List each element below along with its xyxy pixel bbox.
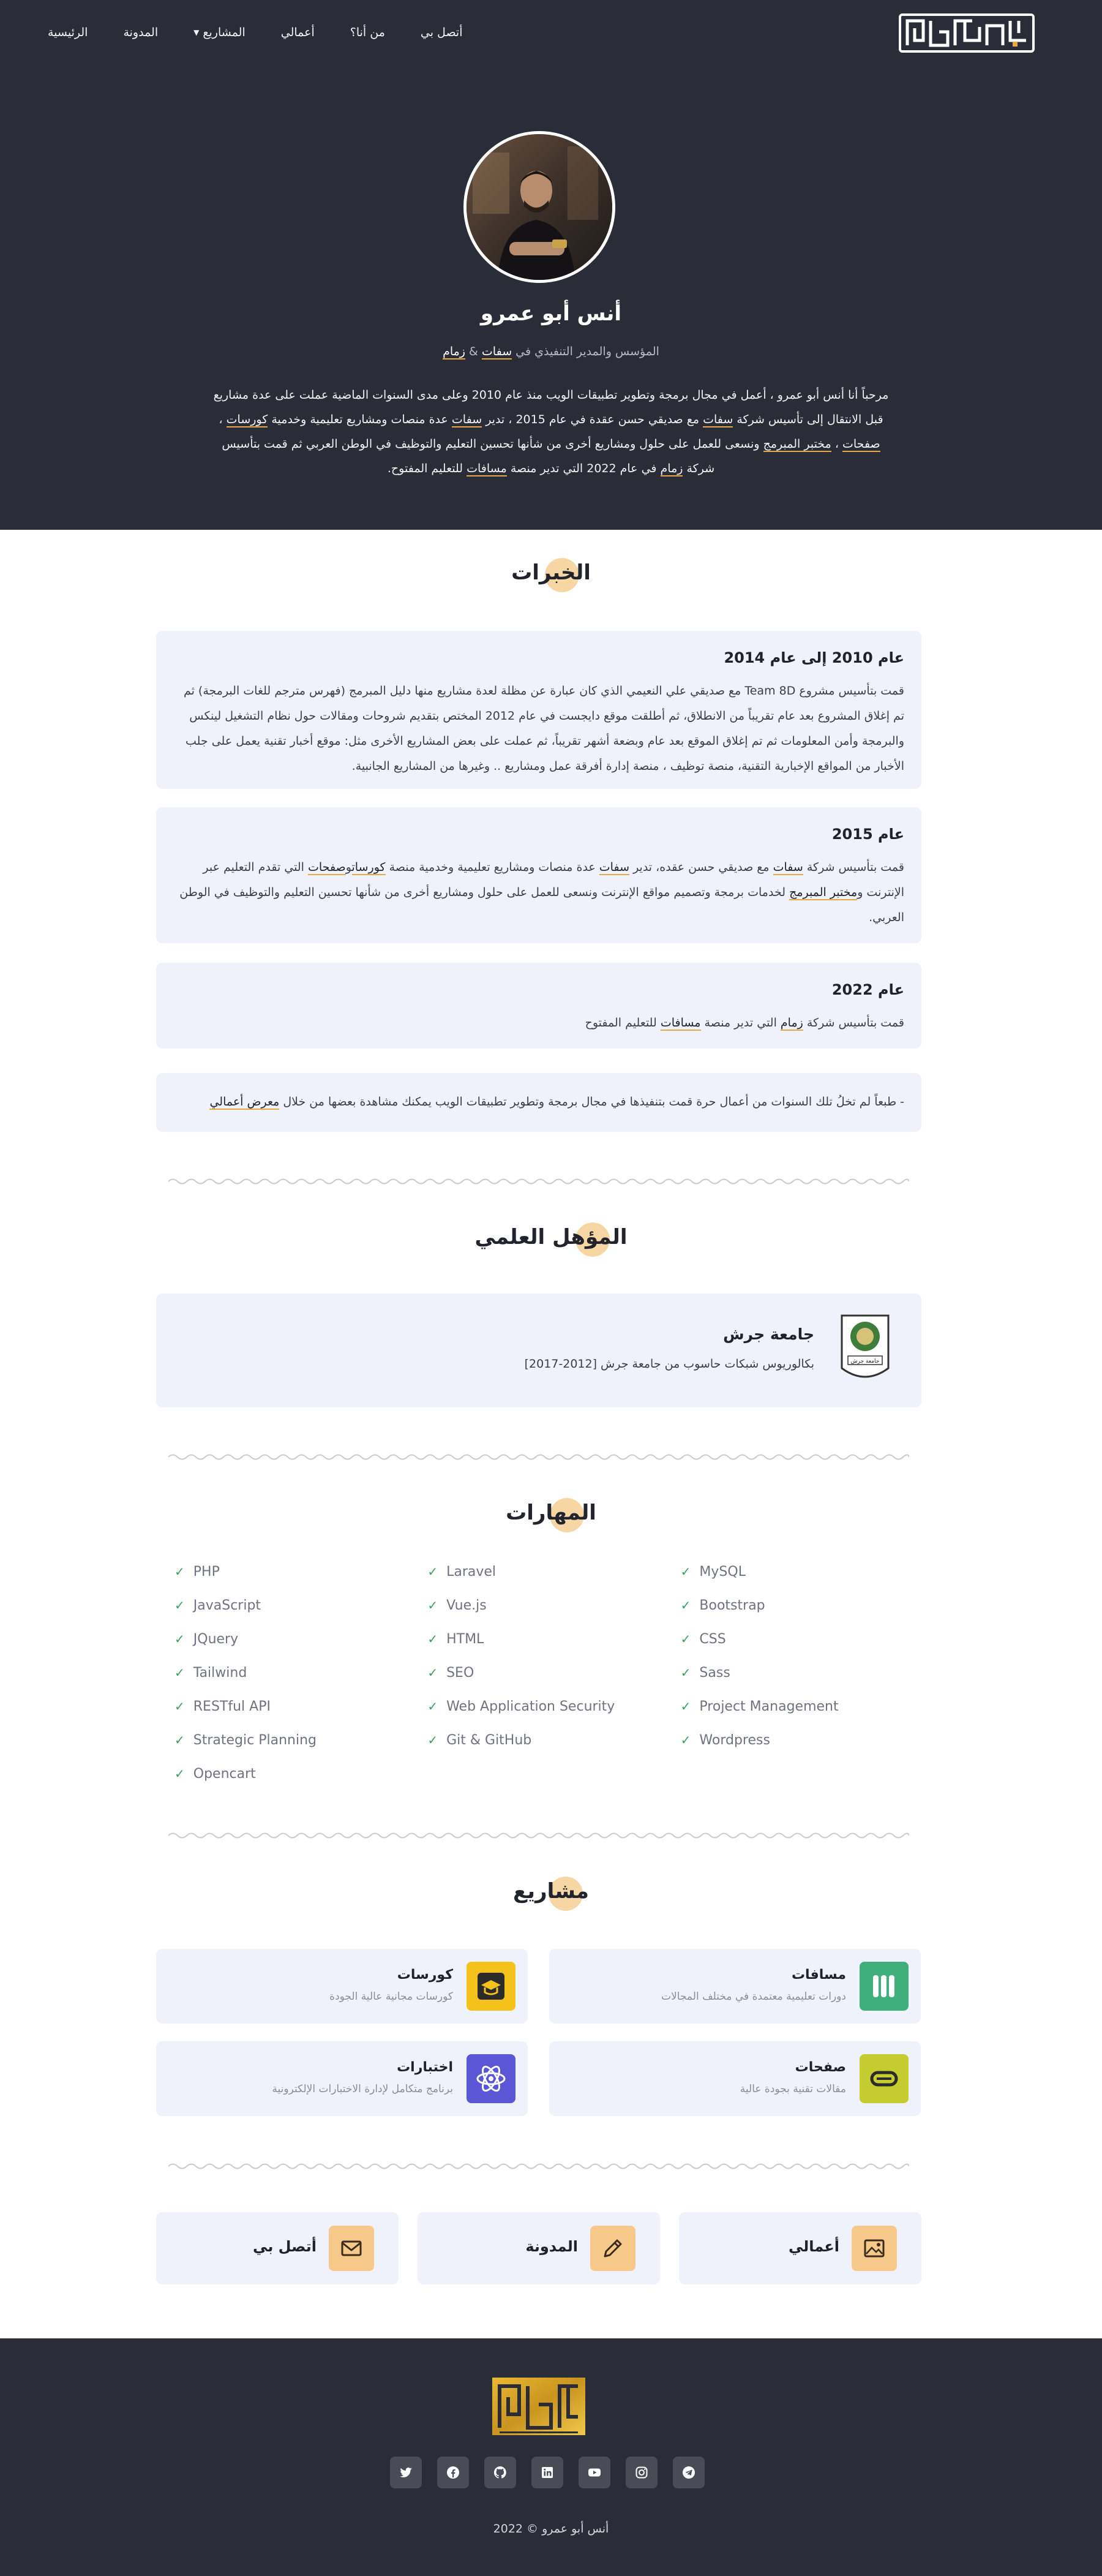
- skill-label: JavaScript: [193, 1597, 261, 1613]
- quick-link-label: أتصل بي: [253, 2238, 317, 2255]
- skill-item: [681, 1629, 934, 1649]
- bio-link-safat[interactable]: سفات: [451, 413, 482, 426]
- skill-label: CSS: [699, 1631, 726, 1647]
- bio-link-pages[interactable]: صفحات: [842, 437, 880, 451]
- check-icon: ✓: [427, 1598, 438, 1613]
- check-icon: ✓: [174, 1733, 185, 1747]
- youtube-icon[interactable]: [579, 2457, 610, 2488]
- skill-label: JQuery: [193, 1631, 239, 1647]
- experience-year: عام 2022: [831, 981, 904, 998]
- nav-contact[interactable]: أتصل بي: [420, 26, 463, 39]
- skill-label: Tailwind: [193, 1665, 247, 1681]
- bio-text: ونسعى للعمل على حلول ومشاريع أخرى من شأنها تحسين التعليم والتوظيف في الوطن العربي ثم قمت بتأسيس شركة: [222, 437, 760, 475]
- check-icon: ✓: [174, 1766, 185, 1781]
- skill-label: Web Application Security: [446, 1698, 615, 1714]
- text: و: [345, 861, 352, 874]
- wave-divider: [168, 1831, 909, 1840]
- link-masafat[interactable]: مسافات: [660, 1016, 701, 1030]
- social-links: [390, 2457, 705, 2488]
- check-icon: ✓: [427, 1564, 438, 1579]
- experience-year: عام 2015: [831, 826, 904, 843]
- footer-logo[interactable]: [492, 2378, 585, 2435]
- skill-item: [427, 1730, 680, 1750]
- nav-projects-dropdown[interactable]: [193, 26, 246, 39]
- role-company-safat[interactable]: سفات: [481, 345, 512, 358]
- project-card-exams[interactable]: [156, 2041, 528, 2116]
- project-title: صفحات: [795, 2060, 846, 2075]
- bio-text: عدة منصات ومشاريع تعليمية وخدمية: [271, 413, 448, 426]
- avatar-photo: [463, 134, 612, 283]
- check-icon: ✓: [174, 1564, 185, 1579]
- hero-name: أنس أبو عمرو: [480, 301, 622, 326]
- skills-heading: [0, 1501, 1102, 1537]
- quick-link-label: أعمالي: [788, 2238, 839, 2255]
- experience-note-card: [156, 1073, 921, 1132]
- skills-grid: [174, 1562, 934, 1783]
- link-safat[interactable]: سفات: [599, 861, 630, 874]
- skill-label: HTML: [446, 1631, 484, 1647]
- bio-text: ،: [834, 437, 839, 451]
- experience-year: عام 2010 إلى عام 2014: [724, 649, 904, 666]
- nav-projects-label: المشاريع: [203, 26, 246, 39]
- atom-icon: [467, 2054, 515, 2103]
- portfolio-link[interactable]: معرض أعمالي: [209, 1095, 280, 1109]
- safahat-icon: [860, 2054, 909, 2103]
- bio-text: مرحباً أنا أنس أبو عمرو ، أعمل في مجال برمجة وتطوير تطبيقات الويب منذ عام 2010 وعلى مدى السنوات الماضية عملت على عدة مشاريع قبل الانتقال إلى تأسيس شركة: [213, 388, 889, 426]
- experience-title: الخبرات: [511, 560, 591, 585]
- project-desc: برنامج متكامل لإدارة الاختبارات الإلكترونية: [272, 2083, 453, 2095]
- degree-text: بكالوريوس شبكات حاسوب من جامعة جرش [2012-2017]: [524, 1357, 814, 1371]
- skill-label: PHP: [193, 1564, 220, 1580]
- bio-link-masafat[interactable]: مسافات: [467, 462, 507, 475]
- skill-item: [427, 1562, 680, 1581]
- skill-item: [174, 1697, 427, 1716]
- nav-about[interactable]: من أنا؟: [350, 26, 385, 39]
- check-icon: ✓: [680, 1665, 691, 1680]
- experience-card-2022: [156, 963, 921, 1049]
- role-company-zamam[interactable]: زمام: [443, 345, 465, 358]
- skill-label: Vue.js: [446, 1597, 487, 1613]
- bio-link-lab[interactable]: مختبر المبرمج: [763, 437, 831, 451]
- project-title: اختبارات: [397, 2060, 453, 2075]
- bio-link-courses[interactable]: كورسات: [226, 413, 268, 426]
- check-icon: ✓: [427, 1699, 438, 1714]
- project-card-courses[interactable]: [156, 1949, 528, 2024]
- check-icon: ✓: [174, 1632, 185, 1646]
- skill-label: MySQL: [699, 1564, 746, 1580]
- skill-item: [174, 1730, 427, 1750]
- skill-label: Git & GitHub: [446, 1732, 532, 1748]
- link-courses[interactable]: كورسات: [351, 861, 386, 874]
- education-title: المؤهل العلمي: [474, 1225, 628, 1249]
- wave-divider: [168, 1177, 909, 1186]
- linkedin-icon[interactable]: [531, 2457, 563, 2488]
- text: قمت بتأسيس شركة: [806, 1016, 904, 1030]
- university-logo-text: جامعة جرش: [850, 1358, 880, 1365]
- experience-card-2015: [156, 807, 921, 943]
- check-icon: ✓: [680, 1733, 691, 1747]
- text: التي تقدم التعليم عبر الإنترنت و: [203, 861, 904, 899]
- check-icon: ✓: [680, 1598, 691, 1613]
- experience-heading: [0, 560, 1102, 597]
- hero-role: [0, 345, 1102, 358]
- bio-text: مع صديقي حسن عقدة في عام 2015 ، تدير: [485, 413, 700, 426]
- masafat-icon: [860, 1962, 909, 2011]
- project-desc: مقالات تقنية بجودة عالية: [740, 2083, 846, 2095]
- experience-text: [173, 855, 904, 930]
- bio-text: للتعليم المفتوح.: [387, 462, 463, 475]
- experience-text: قمت بتأسيس مشروع Team 8D مع صديقي علي النعيمي الذي كان عبارة عن مظلة لعدة مشاريع منها دليل المبرمج (فهرس مترجم للغات البرمجة) ثم تم إغلاق المشروع بعد عام تقريباً من الانطلاق، ثم أطلقت موقع دايجست في عام 2012 المختص بتقديم شروحات ومقالات حول نظام التشغيل لينكس والبرمجة وأمن المعلومات ثم تم إغلاق الموقع بعد عام وبضعة أشهر تقريباً، ثم عملت على بعض المشاريع الأخرى مثل: موقع أخبار تقنية يعمل على جلب الأخبار من المواقع الإخبارية التقنية، منصة توظيف ، منصة إدارة أفرقة عمل ومشاريع .. وغيرها من المشاريع الجانبية.: [183, 684, 904, 773]
- skill-item: [174, 1562, 427, 1581]
- link-lab[interactable]: مختبر المبرمج: [789, 886, 858, 899]
- bio-text: في عام 2022 التي تدير منصة: [510, 462, 657, 475]
- project-card-pages[interactable]: [549, 2041, 921, 2116]
- check-icon: ✓: [174, 1699, 185, 1714]
- project-card-masafat[interactable]: [549, 1949, 921, 2024]
- bio-link-zamam[interactable]: زمام: [660, 462, 683, 475]
- skill-item: [174, 1595, 427, 1615]
- quick-link-blog[interactable]: [418, 2212, 660, 2284]
- gallery-icon: [852, 2226, 897, 2271]
- skill-item: [681, 1595, 934, 1615]
- skill-item: [174, 1663, 427, 1682]
- wave-divider: [168, 1453, 909, 1461]
- text: مع صديقي حسن عقده، تدير: [633, 861, 770, 874]
- github-icon[interactable]: [484, 2457, 516, 2488]
- link-pages[interactable]: صفحات: [308, 861, 346, 874]
- note-text: - طبعاً لم تخلُ تلك السنوات من أعمال حرة قمت بتنفيذها في مجال برمجة وتطوير تطبيقات الويب يمكنك مشاهدة بعضها من خلال: [283, 1095, 904, 1109]
- skill-item: [427, 1595, 680, 1615]
- bio-text: ،: [219, 413, 223, 426]
- skill-item: [427, 1697, 680, 1716]
- education-card: [156, 1294, 921, 1407]
- check-icon: ✓: [680, 1632, 691, 1646]
- skill-item: [174, 1764, 427, 1783]
- nav-blog[interactable]: المدونة: [123, 26, 159, 39]
- text: للتعليم المفتوح: [585, 1016, 657, 1030]
- check-icon: ✓: [174, 1665, 185, 1680]
- project-title: مسافات: [791, 1967, 846, 1983]
- skills-title: المهارات: [506, 1501, 596, 1525]
- project-title: كورسات: [397, 1967, 453, 1983]
- profile-avatar: [463, 131, 615, 283]
- university-name: جامعة جرش: [723, 1325, 814, 1343]
- check-icon: ✓: [427, 1632, 438, 1646]
- quick-link-label: المدونة: [525, 2238, 578, 2255]
- chevron-down-icon: ▼: [193, 28, 200, 37]
- check-icon: ✓: [174, 1598, 185, 1613]
- skill-item: [681, 1562, 934, 1581]
- graduation-cap-icon: [467, 1962, 515, 2011]
- skill-label: SEO: [446, 1665, 474, 1681]
- quick-link-contact[interactable]: [156, 2212, 399, 2284]
- wave-divider: [168, 2162, 909, 2171]
- site-footer: [0, 2338, 1102, 2576]
- experience-card-2010: [156, 631, 921, 789]
- check-icon: ✓: [427, 1733, 438, 1747]
- skill-item: [427, 1629, 680, 1649]
- skill-label: Wordpress: [699, 1732, 770, 1748]
- text: التي تدير منصة: [704, 1016, 777, 1030]
- text: لخدمات برمجة وتصميم مواقع الإنترنت ونسعى للعمل على حلول ومشاريع أخرى من شأنها تحسين التعليم والتوظيف في الوطن العربي.: [179, 886, 904, 924]
- role-prefix: المؤسس والمدير التنفيذي في: [515, 345, 659, 358]
- nav-home[interactable]: الرئيسية: [48, 26, 88, 39]
- nav-portfolio[interactable]: أعمالي: [280, 26, 315, 39]
- experience-text: [173, 1011, 904, 1036]
- telegram-icon[interactable]: [673, 2457, 705, 2488]
- bio-link-safat[interactable]: سفات: [703, 413, 733, 426]
- skill-label: Laravel: [446, 1564, 497, 1580]
- education-heading: [0, 1225, 1102, 1262]
- text: قمت بتأسيس شركة: [806, 861, 904, 874]
- check-icon: ✓: [427, 1665, 438, 1680]
- site-logo[interactable]: [899, 13, 1035, 53]
- twitter-icon[interactable]: [390, 2457, 422, 2488]
- link-zamam[interactable]: زمام: [780, 1016, 803, 1030]
- skill-label: Opencart: [193, 1766, 256, 1782]
- projects-title: مشاريع: [513, 1879, 589, 1904]
- projects-heading: [0, 1879, 1102, 1916]
- project-desc: دورات تعليمية معتمدة في مختلف المجالات: [661, 1990, 846, 2003]
- skill-label: Sass: [699, 1665, 730, 1681]
- check-icon: ✓: [680, 1564, 691, 1579]
- skill-label: RESTful API: [193, 1698, 271, 1714]
- hero-bio: [211, 383, 891, 481]
- instagram-icon[interactable]: [626, 2457, 658, 2488]
- skill-label: Project Management: [699, 1698, 839, 1714]
- facebook-icon[interactable]: [437, 2457, 469, 2488]
- skill-item: [427, 1663, 680, 1682]
- pencil-icon: [590, 2226, 635, 2271]
- mail-icon: [329, 2226, 374, 2271]
- check-icon: ✓: [680, 1699, 691, 1714]
- top-navbar: [0, 0, 1102, 70]
- skill-label: Strategic Planning: [193, 1732, 317, 1748]
- university-logo: [839, 1313, 891, 1385]
- link-safat[interactable]: سفات: [773, 861, 803, 874]
- copyright-text: أنس أبو عمرو © 2022: [493, 2522, 609, 2536]
- skill-item: [174, 1629, 427, 1649]
- quick-link-portfolio[interactable]: [679, 2212, 921, 2284]
- skill-item: [681, 1663, 934, 1682]
- hero-section: [0, 0, 1102, 530]
- text: عدة منصات ومشاريع تعليمية وخدمية منصة: [389, 861, 596, 874]
- skill-label: Bootstrap: [699, 1597, 765, 1613]
- project-desc: كورسات مجانية عالية الجودة: [329, 1990, 453, 2003]
- role-amp: &: [469, 345, 478, 358]
- skill-item: [681, 1730, 934, 1750]
- nav-links: [48, 26, 463, 39]
- skill-item: [681, 1697, 934, 1716]
- experience-note: [173, 1090, 904, 1115]
